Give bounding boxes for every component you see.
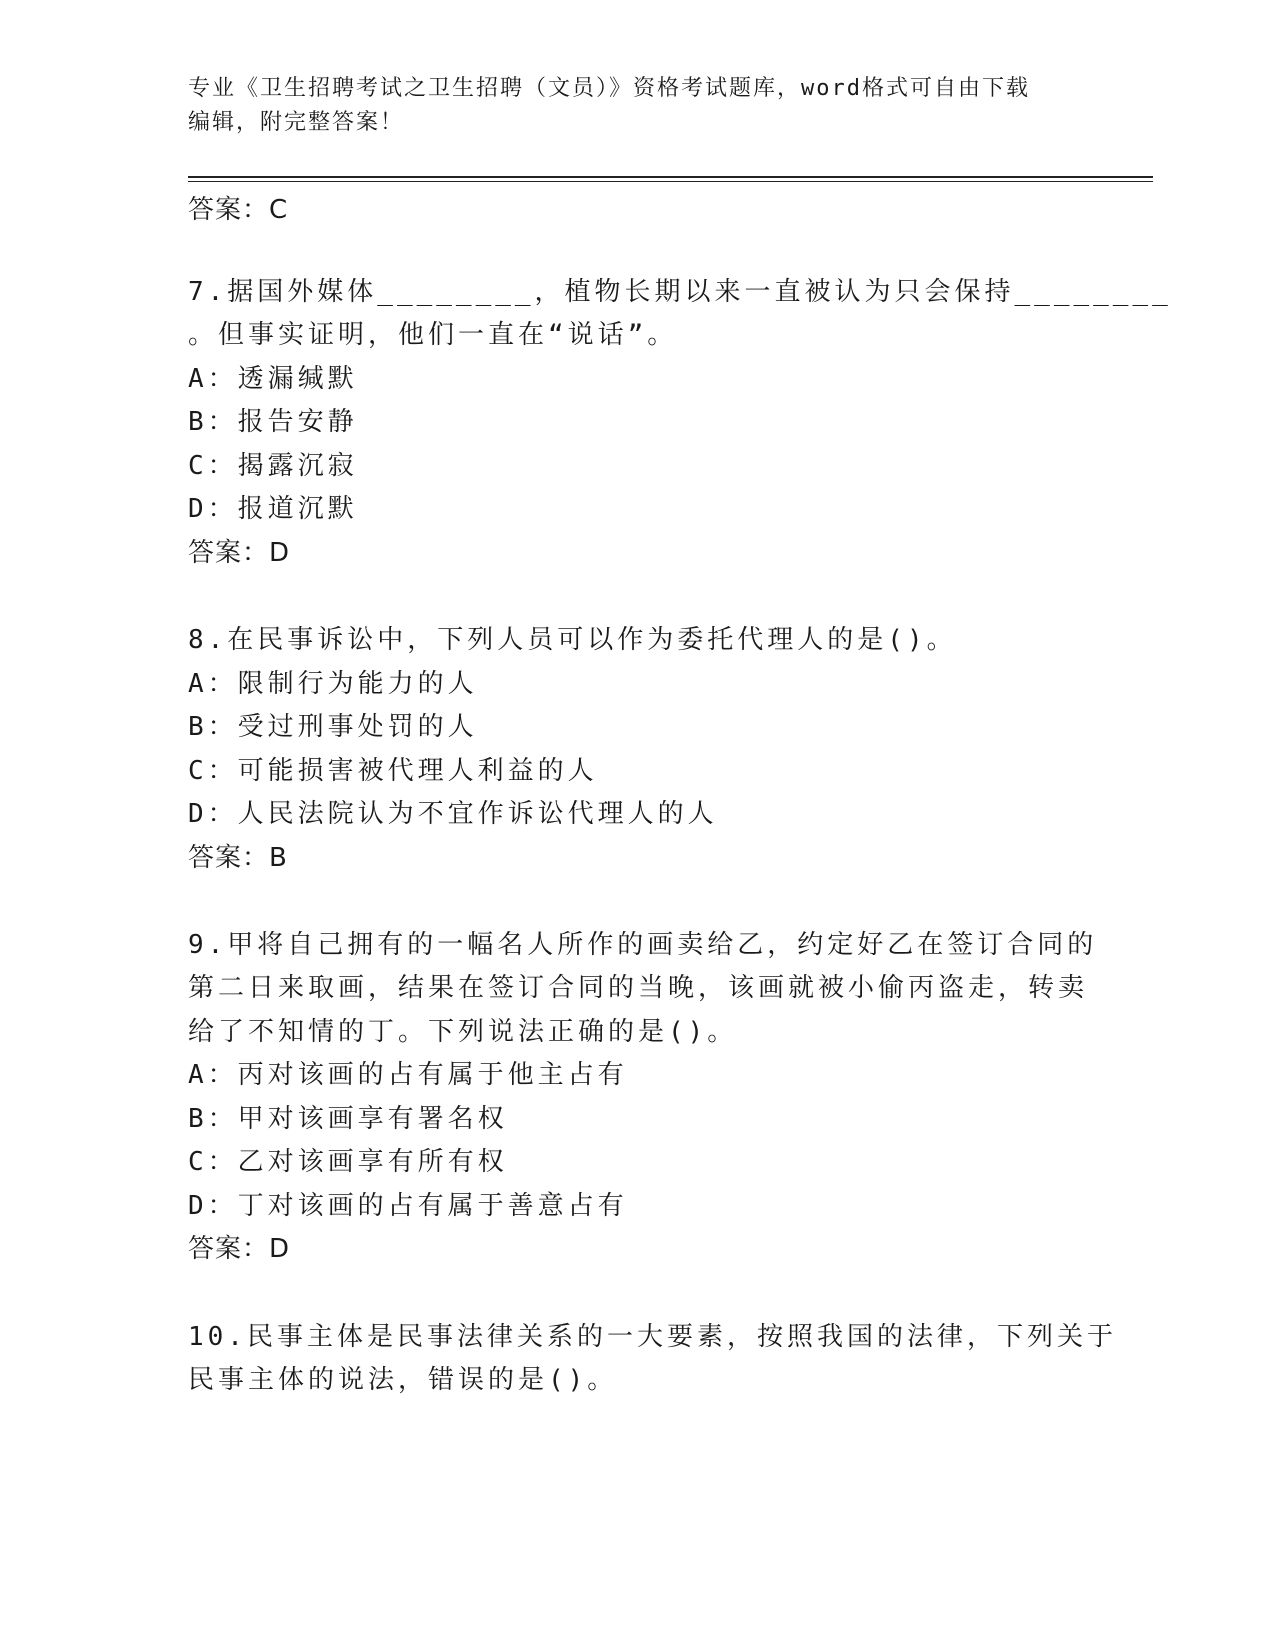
question-7-answer: 答案：D — [188, 538, 291, 568]
question-8-answer: 答案：B — [188, 843, 288, 873]
question-10-stem-line-1: 10.民事主体是民事法律关系的一大要素，按照我国的法律，下列关于 — [188, 1322, 1117, 1352]
question-9-option-d: D：丁对该画的占有属于善意占有 — [188, 1191, 628, 1221]
question-9-stem-line-1: 9.甲将自己拥有的一幅名人所作的画卖给乙，约定好乙在签订合同的 — [188, 930, 1098, 960]
question-8-option-b: B：受过刑事处罚的人 — [188, 712, 478, 742]
question-8-stem-line-1: 8.在民事诉讼中，下列人员可以作为委托代理人的是()。 — [188, 625, 957, 655]
question-7-option-b: B：报告安静 — [188, 407, 358, 437]
question-7-option-c: C：揭露沉寂 — [188, 451, 358, 481]
document-header — [188, 72, 1088, 140]
question-7-stem-line-2: 。但事实证明，他们一直在“说话”。 — [188, 320, 678, 350]
question-9-option-c: C：乙对该画享有所有权 — [188, 1147, 508, 1177]
question-9-option-b: B：甲对该画享有署名权 — [188, 1104, 508, 1134]
question-8-option-c: C：可能损害被代理人利益的人 — [188, 756, 598, 786]
question-9-stem-line-3: 给了不知情的丁。下列说法正确的是()。 — [188, 1017, 738, 1047]
header-divider-thick — [188, 176, 1153, 178]
question-7-option-d: D：报道沉默 — [188, 494, 358, 524]
question-7-stem-line-1: 7.据国外媒体________，植物长期以来一直被认为只会保持________ — [188, 277, 1172, 307]
previous-answer: 答案：C — [188, 195, 289, 225]
question-8-option-a: A：限制行为能力的人 — [188, 669, 478, 699]
header-line-1: 专业《卫生招聘考试之卫生招聘（文员）》资格考试题库，word格式可自由下载 — [188, 76, 1030, 101]
question-8-option-d: D：人民法院认为不宜作诉讼代理人的人 — [188, 799, 718, 829]
question-9-answer: 答案：D — [188, 1234, 291, 1264]
question-9-stem-line-2: 第二日来取画，结果在签订合同的当晚，该画就被小偷丙盗走，转卖 — [188, 973, 1089, 1003]
question-7-option-a: A：透漏缄默 — [188, 364, 358, 394]
header-divider-thin — [188, 181, 1153, 182]
question-10-stem-line-2: 民事主体的说法，错误的是()。 — [188, 1365, 618, 1395]
header-line-2: 编辑，附完整答案！ — [188, 110, 405, 135]
question-9-option-a: A：丙对该画的占有属于他主占有 — [188, 1060, 628, 1090]
